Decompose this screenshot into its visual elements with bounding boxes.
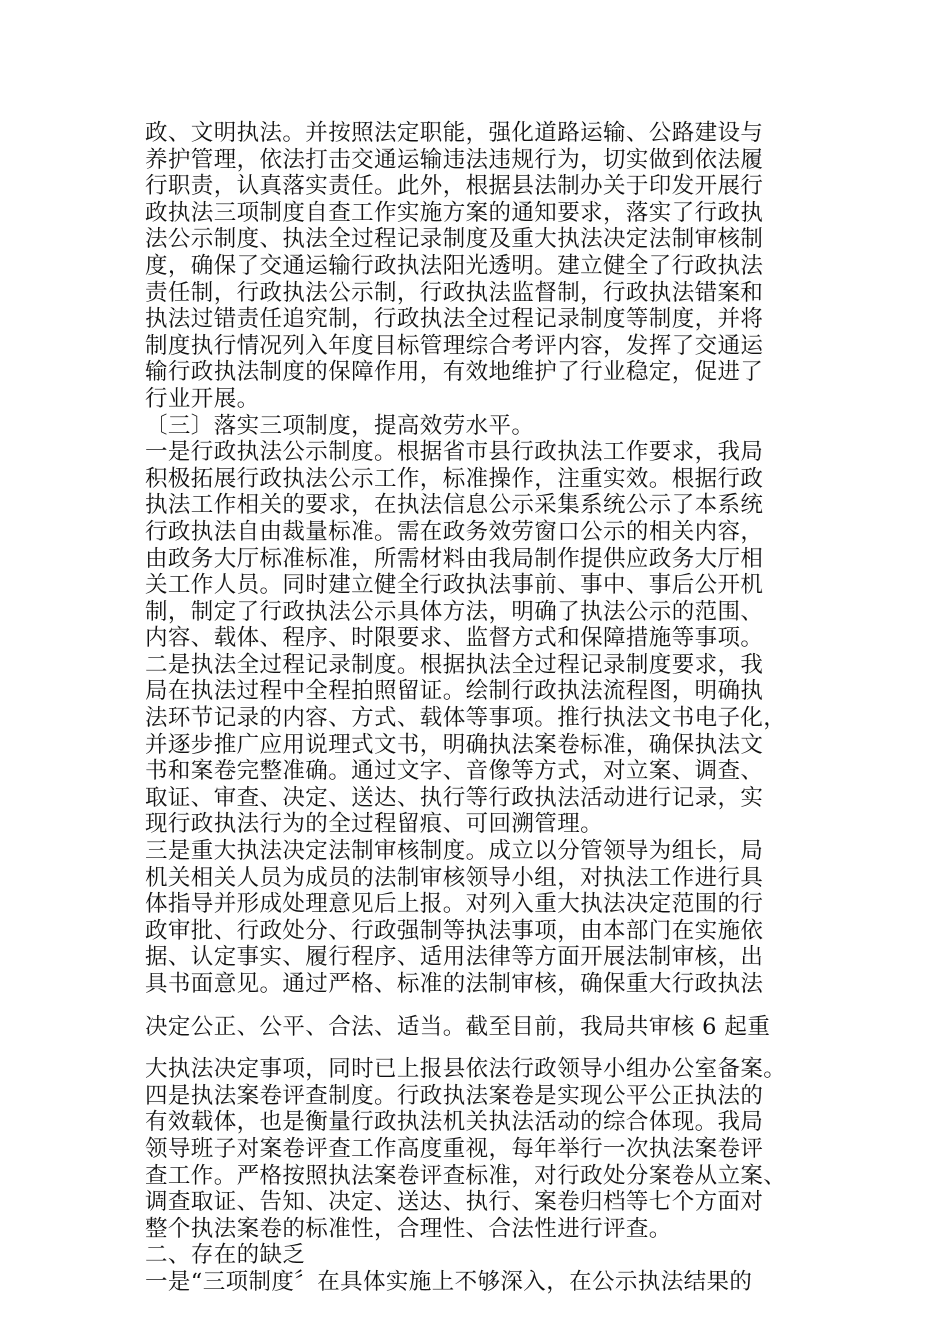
document-body	[145, 120, 835, 1296]
text-line: 执法工作相关的要求，在执法信息公示采集系统公示了本系统	[145, 492, 764, 519]
text-line: 取证、审查、决定、送达、执行等行政执法活动进行记录，实	[145, 784, 764, 811]
paragraph-gap	[145, 1040, 835, 1056]
text-line: 二、存在的缺乏	[145, 1242, 306, 1269]
text-line: 行业开展。	[145, 385, 260, 412]
text-line: 领导班子对案卷评查工作高度重视，每年举行一次执法案卷评	[145, 1135, 764, 1162]
text-line: 调查取证、告知、决定、送达、执行、案卷归档等七个方面对	[145, 1189, 764, 1216]
text-line: 积极拓展行政执法公示工作，标准操作，注重实效。根据行政	[145, 465, 764, 492]
text-line: 由政务大厅标准标准，所需材料由我局制作提供应政务大厅相	[145, 545, 764, 572]
text-line: 局在执法过程中全程拍照留证。绘制行政执法流程图，明确执	[145, 678, 764, 705]
paragraph-block-1	[145, 120, 835, 998]
text-line: 一是“三项制度〞在具体实施上不够深入，在公示执法结果的	[145, 1268, 753, 1295]
text-line: 责任制，行政执法公示制，行政执法监督制，行政执法错案和	[145, 279, 764, 306]
text-line: 体指导并形成处理意见后上报。对列入重大执法决定范围的行	[145, 891, 764, 918]
text-line-isolated: 决定公正、公平、合法、适当。截至目前，我局共审核 6 起重	[145, 1013, 771, 1040]
text-line: 执法过错责任追究制，行政执法全过程记录制度等制度，并将	[145, 306, 764, 333]
paragraph-gap	[145, 998, 835, 1014]
text-line: 政、文明执法。并按照法定职能，强化道路运输、公路建设与	[145, 120, 764, 146]
text-line: 具书面意见。通过严格、标准的法制审核，确保重大行政执法	[145, 971, 764, 997]
text-line: 制，制定了行政执法公示具体方法，明确了执法公示的范围、	[145, 598, 764, 625]
text-line: 关工作人员。同时建立健全行政执法事前、事中、事后公开机	[145, 572, 764, 599]
text-line: 整个执法案卷的标准性，合理性、合法性进行评查。	[145, 1215, 672, 1242]
text-line: 二是执法全过程记录制度。根据执法全过程记录制度要求，我	[145, 651, 764, 678]
text-line: 书和案卷完整准确。通过文字、音像等方式，对立案、调查、	[145, 758, 764, 785]
text-line: 四是执法案卷评查制度。行政执法案卷是实现公平公正执法的	[145, 1082, 764, 1109]
text-line: 并逐步推广应用说理式文书，明确执法案卷标准，确保执法文	[145, 731, 764, 758]
text-line: 内容、载体、程序、时限要求、监督方式和保障措施等事项。	[145, 625, 764, 652]
text-line: 法公示制度、执法全过程记录制度及重大执法决定法制审核制	[145, 226, 764, 253]
text-line: 〔三〕落实三项制度，提高效劳水平。	[145, 412, 535, 439]
paragraph-block-2	[145, 1056, 835, 1295]
text-line: 制度执行情况列入年度目标管理综合考评内容，发挥了交通运	[145, 332, 764, 359]
text-line: 查工作。严格按照执法案卷评查标准，对行政处分案卷从立案、	[145, 1162, 787, 1189]
text-line: 度，确保了交通运输行政执法阳光透明。建立健全了行政执法	[145, 252, 764, 279]
text-line: 机关相关人员为成员的法制审核领导小组，对执法工作进行具	[145, 864, 764, 891]
text-line: 据、认定事实、履行程序、适用法律等方面开展法制审核，出	[145, 944, 764, 971]
text-line: 有效载体，也是衡量行政执法机关执法活动的综合体现。我局	[145, 1109, 764, 1136]
text-line: 输行政执法制度的保障作用，有效地维护了行业稳定，促进了	[145, 359, 764, 386]
text-line: 三是重大执法决定法制审核制度。成立以分管领导为组长，局	[145, 838, 764, 865]
text-line: 大执法决定事项，同时已上报县依法行政领导小组办公室备案。	[145, 1056, 787, 1083]
text-line: 行职责，认真落实责任。此外，根据县法制办关于印发开展行	[145, 173, 764, 200]
text-line: 政审批、行政处分、行政强制等执法事项，由本部门在实施依	[145, 917, 764, 944]
text-line: 养护管理，依法打击交通运输违法违规行为，切实做到依法履	[145, 146, 764, 173]
text-line: 政执法三项制度自查工作实施方案的通知要求，落实了行政执	[145, 199, 764, 226]
text-line: 法环节记录的内容、方式、载体等事项。推行执法文书电子化，	[145, 705, 787, 732]
text-line: 现行政执法行为的全过程留痕、可回溯管理。	[145, 811, 604, 838]
text-line: 一是行政执法公示制度。根据省市县行政执法工作要求，我局	[145, 439, 764, 466]
text-line: 行政执法自由裁量标准。需在政务效劳窗口公示的相关内容，	[145, 518, 764, 545]
